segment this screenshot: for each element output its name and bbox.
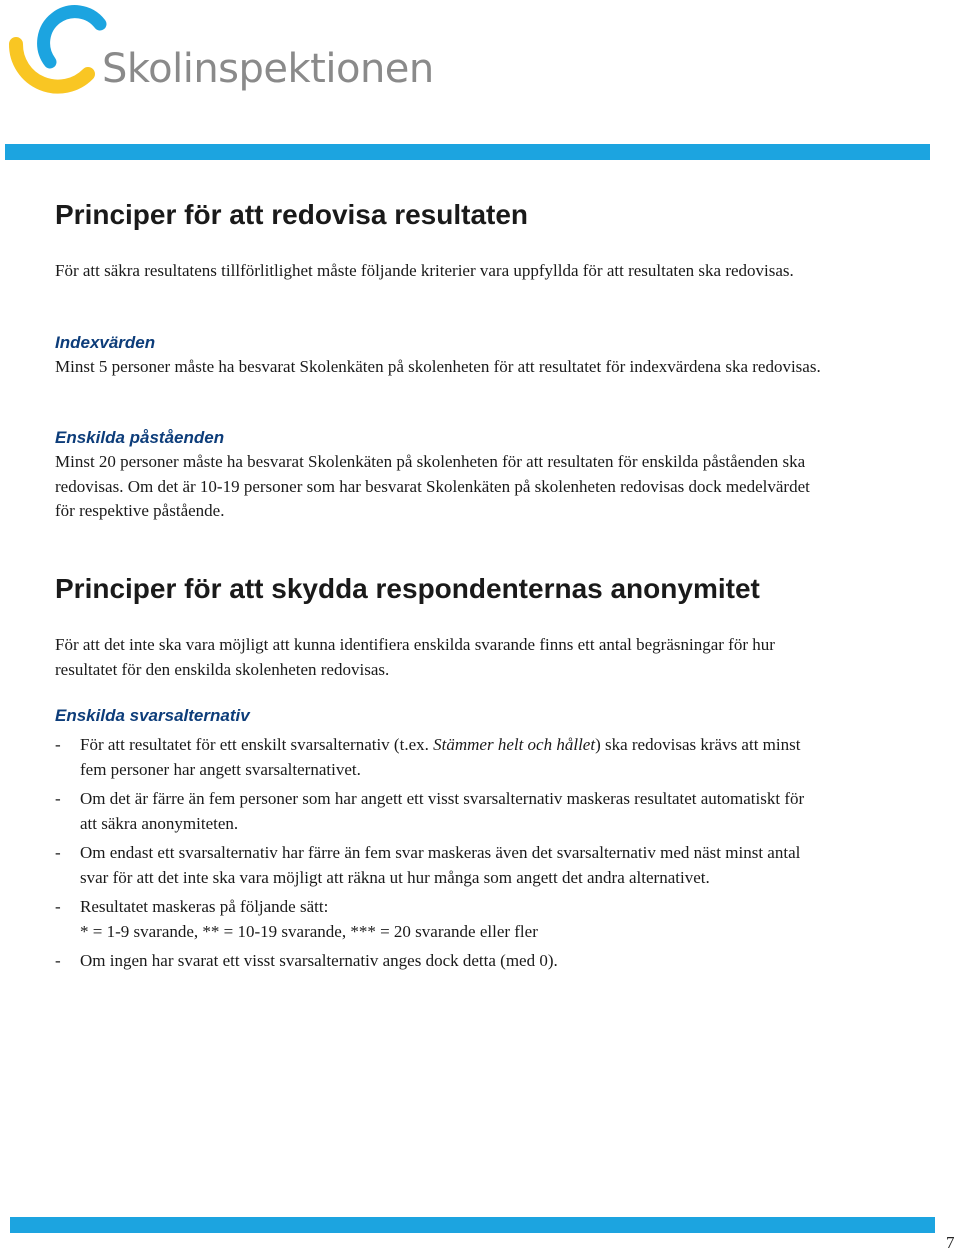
statements-heading: Enskilda påståenden <box>55 428 225 447</box>
list-item <box>55 894 815 944</box>
list-item-text: Om endast ett svarsalternativ har färre än fem svar maskeras även det svarsalternativ med näst minst antal svar för att det inte ska vara möjligt att räkna ut hur många som angett det andra alternativet. <box>80 843 801 887</box>
masking-legend-text: * = 1-9 svarande, ** = 10-19 svarande, *** = 20 svarande eller fler <box>80 922 538 941</box>
list-item <box>55 732 815 782</box>
dash-marker: - <box>55 897 61 916</box>
top-divider-bar <box>5 144 930 160</box>
list-item-text: Om ingen har svarat ett visst svarsalternativ anges dock detta (med 0). <box>80 951 558 970</box>
list-item-text: Om det är färre än fem personer som har angett ett visst svarsalternativ maskeras resultatet automatiskt för att säkra anonymiteten. <box>80 789 805 833</box>
alternatives-heading: Enskilda svarsalternativ <box>55 706 250 725</box>
list-item <box>55 948 815 973</box>
list-item-text: För att resultatet för ett enskilt svarsalternativ (t.ex. <box>80 735 434 754</box>
bottom-divider-bar <box>10 1217 935 1233</box>
list-item-italic-text: Stämmer helt och hållet <box>433 735 596 754</box>
list-item <box>55 840 815 890</box>
list-item-text: Resultatet maskeras på följande sätt: <box>80 897 329 916</box>
index-heading: Indexvärden <box>55 333 156 352</box>
page-number: 7 <box>946 1233 955 1252</box>
dash-marker: - <box>55 951 61 970</box>
skolinspektionen-logo <box>6 4 434 104</box>
logo-wordmark: Skolinspektionen <box>102 46 434 92</box>
section1-intro: För att säkra resultatens tillförlitlighet måste följande kriterier vara uppfyllda för att resultaten ska redovisas. <box>55 261 794 280</box>
index-text: Minst 5 personer måste ha besvarat Skolenkäten på skolenheten för att resultatet för indexvärdena ska redovisas. <box>55 357 821 376</box>
list-item-text: ) ska redovisas krävs att minst fem personer har angett svarsalternativet. <box>80 735 801 779</box>
section1-title: Principer för att redovisa resultaten <box>55 199 529 230</box>
dash-marker: - <box>55 843 61 862</box>
section2-title: Principer för att skydda respondenternas anonymitet <box>55 573 760 604</box>
dash-marker: - <box>55 735 61 754</box>
section2-intro: För att det inte ska vara möjligt att kunna identifiera enskilda svarande finns ett antal begräsningar för hur resultatet för den enskilda skolenheten redovisas. <box>55 635 775 679</box>
dash-marker: - <box>55 789 61 808</box>
masking-rules-list <box>55 732 815 977</box>
list-item <box>55 786 815 836</box>
statements-text: Minst 20 personer måste ha besvarat Skolenkäten på skolenheten för att resultaten för enskilda påståenden ska redovisas. Om det är 10-19 personer som har besvarat Skolenkäten på skolenheten redovisas dock medelvärdet för respektive påstående. <box>55 452 810 520</box>
logo-arcs-icon <box>6 4 116 104</box>
